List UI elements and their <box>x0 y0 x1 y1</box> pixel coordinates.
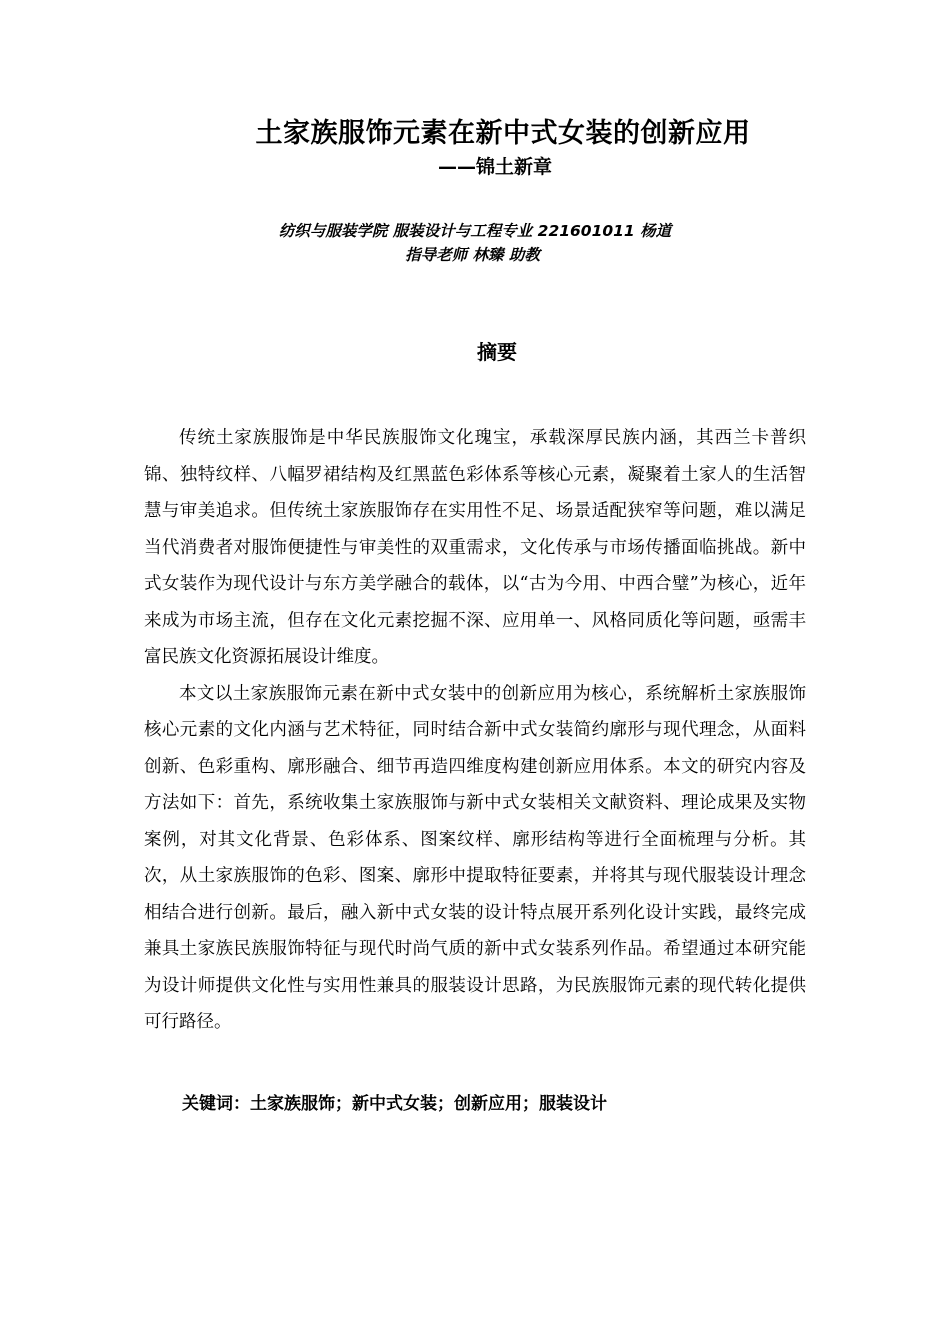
author-info: 纺织与服装学院 服装设计与工程专业 221601011 杨道 <box>278 222 672 240</box>
abstract-paragraph: 本文以土家族服饰元素在新中式女装中的创新应用为核心，系统解析土家族服饰核心元素的文化内涵与艺术特征，同时结合新中式女装简约廓形与现代理念，从面料创新、色彩重构、廓形融合、细节再造四维度构建创新应用体系。本文的研究内容及方法如下：首先，系统收集土家族服饰与新中式女装相关文献资料、理论成果及实物案例，对其文化背景、色彩体系、图案纹样、廓形结构等进行全面梳理与分析。其次，从土家族服饰的色彩、图案、廓形中提取特征要素，并将其与现代服装设计理念相结合进行创新。最后，融入新中式女装的设计特点展开系列化设计实践，最终完成兼具土家族民族服饰特征与现代时尚气质的新中式女装系列作品。希望通过本研究能为设计师提供文化性与实用性兼具的服装设计思路，为民族服饰元素的现代转化提供可行路径。 <box>144 683 806 1032</box>
advisor-info: 指导老师 林臻 助教 <box>405 246 540 264</box>
abstract-heading: 摘要 <box>477 340 517 364</box>
document-title: 土家族服饰元素在新中式女装的创新应用 <box>255 118 751 149</box>
keywords: 关键词：土家族服饰；新中式女装；创新应用；服装设计 <box>182 1094 607 1114</box>
abstract-body <box>144 420 806 1041</box>
abstract-paragraph: 传统土家族服饰是中华民族服饰文化瑰宝，承载深厚民族内涵，其西兰卡普织锦、独特纹样、八幅罗裙结构及红黑蓝色彩体系等核心元素，凝聚着土家人的生活智慧与审美追求。但传统土家族服饰存在实用性不足、场景适配狭窄等问题，难以满足当代消费者对服饰便捷性与审美性的双重需求，文化传承与市场传播面临挑战。新中式女装作为现代设计与东方美学融合的载体，以“古为今用、中西合璧”为核心，近年来成为市场主流，但存在文化元素挖掘不深、应用单一、风格同质化等问题，亟需丰富民族文化资源拓展设计维度。 <box>144 428 806 667</box>
document-subtitle: ——锦土新章 <box>437 156 552 178</box>
